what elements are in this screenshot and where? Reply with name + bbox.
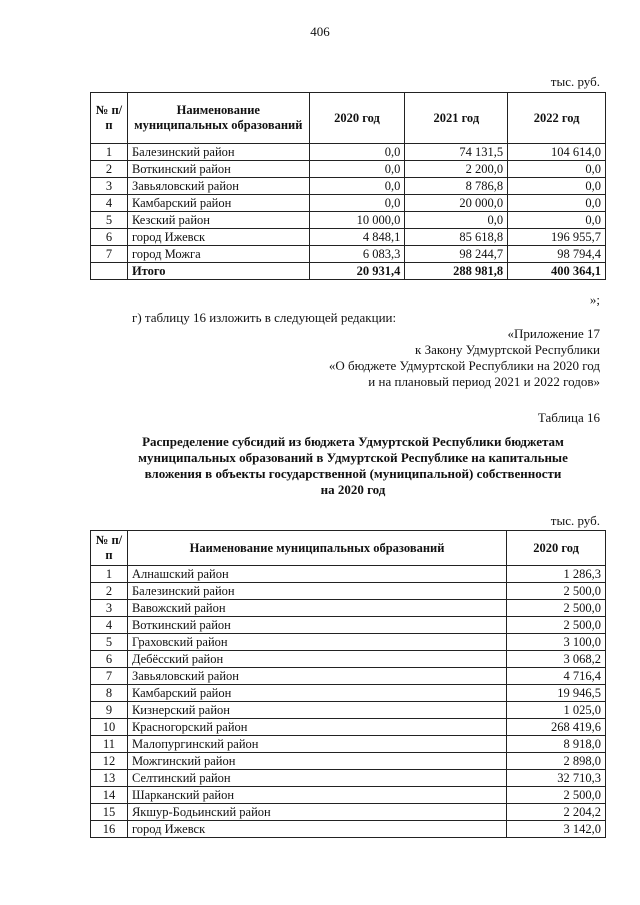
table1-closing-quote: »; xyxy=(589,292,600,307)
table-cell: Кезский район xyxy=(127,212,309,229)
table2-heading xyxy=(96,434,610,498)
table-cell: Завьяловский район xyxy=(127,178,309,195)
table-cell: 2 500,0 xyxy=(507,583,606,600)
table-cell: 0,0 xyxy=(508,161,606,178)
table-cell: 32 710,3 xyxy=(507,770,606,787)
table-row xyxy=(91,702,606,719)
heading-line: на 2020 год xyxy=(320,482,386,497)
table-cell: 2 500,0 xyxy=(507,617,606,634)
table-row xyxy=(91,719,606,736)
table-cell: 1 286,3 xyxy=(507,566,606,583)
table1-header-2021: 2021 год xyxy=(405,93,508,144)
heading-line: муниципальных образований в Удмуртской Республике на капитальные xyxy=(138,450,568,465)
table-row xyxy=(91,617,606,634)
table-cell xyxy=(91,263,128,280)
table-cell: 104 614,0 xyxy=(508,144,606,161)
table-row xyxy=(91,668,606,685)
table-cell: 13 xyxy=(91,770,128,787)
table-cell: 2 200,0 xyxy=(405,161,508,178)
appendix-line: и на плановый период 2021 и 2022 годов» xyxy=(368,374,600,389)
table-cell: город Можга xyxy=(127,246,309,263)
table2-header-2020: 2020 год xyxy=(507,531,606,566)
table-cell: 6 xyxy=(91,229,128,246)
table-cell: Камбарский район xyxy=(127,685,506,702)
table-cell: Граховский район xyxy=(127,634,506,651)
table-cell: 8 918,0 xyxy=(507,736,606,753)
table-cell: 2 204,2 xyxy=(507,804,606,821)
table-cell: Селтинский район xyxy=(127,770,506,787)
table-row xyxy=(91,651,606,668)
table-row xyxy=(91,229,606,246)
table-cell: 3 068,2 xyxy=(507,651,606,668)
appendix-line: «О бюджете Удмуртской Республики на 2020 год xyxy=(328,358,600,373)
table-cell: 1 025,0 xyxy=(507,702,606,719)
table-cell: 10 xyxy=(91,719,128,736)
table-row xyxy=(91,161,606,178)
table-cell: 5 xyxy=(91,634,128,651)
table-cell: 2 500,0 xyxy=(507,787,606,804)
table-cell: город Ижевск xyxy=(127,229,309,246)
table-cell: 19 946,5 xyxy=(507,685,606,702)
table-total-row xyxy=(91,263,606,280)
table-cell: 10 000,0 xyxy=(309,212,405,229)
table-cell: 196 955,7 xyxy=(508,229,606,246)
instruction-text: г) таблицу 16 изложить в следующей редакции: xyxy=(132,310,397,325)
table-cell: 74 131,5 xyxy=(405,144,508,161)
table1-header-2022: 2022 год xyxy=(508,93,606,144)
table-row xyxy=(91,566,606,583)
table1-header-name: Наименование муниципальных образований xyxy=(127,93,309,144)
table-row xyxy=(91,634,606,651)
appendix-reference xyxy=(329,326,600,390)
table-cell: 8 xyxy=(91,685,128,702)
table-cell: Алнашский район xyxy=(127,566,506,583)
heading-line: вложения в объекты государственной (муниципальной) собственности xyxy=(144,466,562,481)
table-cell: 4 xyxy=(91,617,128,634)
table-cell: 6 083,3 xyxy=(309,246,405,263)
table1-header-index: № п/п xyxy=(91,93,128,144)
table-cell: 7 xyxy=(91,246,128,263)
table-cell: Якшур-Бодьинский район xyxy=(127,804,506,821)
table-cell: 400 364,1 xyxy=(508,263,606,280)
table-cell: Воткинский район xyxy=(127,161,309,178)
appendix-line: «Приложение 17 xyxy=(507,326,600,341)
table2-unit: тыс. руб. xyxy=(550,513,600,528)
appendix-line: к Закону Удмуртской Республики xyxy=(415,342,600,357)
table-cell: 12 xyxy=(91,753,128,770)
table2-header-index: № п/п xyxy=(91,531,128,566)
table-cell: 15 xyxy=(91,804,128,821)
table2 xyxy=(90,530,606,838)
table-cell: Итого xyxy=(127,263,309,280)
table-label: Таблица 16 xyxy=(537,410,600,425)
table-cell: 0,0 xyxy=(309,144,405,161)
table1-header-2020: 2020 год xyxy=(309,93,405,144)
table-cell: город Ижевск xyxy=(127,821,506,838)
table-cell: 11 xyxy=(91,736,128,753)
table-cell: 7 xyxy=(91,668,128,685)
table-row xyxy=(91,212,606,229)
table-cell: Балезинский район xyxy=(127,144,309,161)
table-cell: 9 xyxy=(91,702,128,719)
table2-header-row xyxy=(91,531,606,566)
table-row xyxy=(91,736,606,753)
table-cell: 3 100,0 xyxy=(507,634,606,651)
table-cell: 268 419,6 xyxy=(507,719,606,736)
table-cell: Балезинский район xyxy=(127,583,506,600)
table-row xyxy=(91,787,606,804)
table-cell: 8 786,8 xyxy=(405,178,508,195)
table1-header-row xyxy=(91,93,606,144)
table-cell: 3 xyxy=(91,178,128,195)
table-cell: 3 xyxy=(91,600,128,617)
table-row xyxy=(91,685,606,702)
table-cell: 2 500,0 xyxy=(507,600,606,617)
table-cell: 1 xyxy=(91,566,128,583)
table-row xyxy=(91,195,606,212)
table-cell: Дебёсский район xyxy=(127,651,506,668)
table-cell: 6 xyxy=(91,651,128,668)
table-cell: 4 716,4 xyxy=(507,668,606,685)
table-cell: 2 xyxy=(91,583,128,600)
table-cell: 0,0 xyxy=(508,195,606,212)
table-cell: 20 000,0 xyxy=(405,195,508,212)
heading-line: Распределение субсидий из бюджета Удмуртской Республики бюджетам xyxy=(142,434,564,449)
table-cell: 16 xyxy=(91,821,128,838)
table1-unit: тыс. руб. xyxy=(550,74,600,89)
table-cell: 2 898,0 xyxy=(507,753,606,770)
table-cell: 98 794,4 xyxy=(508,246,606,263)
table-cell: Завьяловский район xyxy=(127,668,506,685)
table-cell: Кизнерский район xyxy=(127,702,506,719)
table-cell: 4 xyxy=(91,195,128,212)
table-row xyxy=(91,770,606,787)
page-number: 406 xyxy=(310,24,330,39)
table-row xyxy=(91,583,606,600)
table-cell: 20 931,4 xyxy=(309,263,405,280)
table-row xyxy=(91,821,606,838)
table-cell: 2 xyxy=(91,161,128,178)
table-cell: Шарканский район xyxy=(127,787,506,804)
table-row xyxy=(91,753,606,770)
table-cell: 0,0 xyxy=(309,161,405,178)
table-cell: Можгинский район xyxy=(127,753,506,770)
table2-header-name: Наименование муниципальных образований xyxy=(127,531,506,566)
table-cell: 14 xyxy=(91,787,128,804)
table-cell: 85 618,8 xyxy=(405,229,508,246)
table-cell: 3 142,0 xyxy=(507,821,606,838)
table-cell: Воткинский район xyxy=(127,617,506,634)
table-cell: Красногорский район xyxy=(127,719,506,736)
table-row xyxy=(91,600,606,617)
table-cell: 0,0 xyxy=(309,195,405,212)
table-cell: 4 848,1 xyxy=(309,229,405,246)
table-cell: 98 244,7 xyxy=(405,246,508,263)
table-cell: Малопургинский район xyxy=(127,736,506,753)
table-cell: Камбарский район xyxy=(127,195,309,212)
table1 xyxy=(90,92,606,280)
table-cell: 0,0 xyxy=(508,212,606,229)
table-cell: 288 981,8 xyxy=(405,263,508,280)
table-row xyxy=(91,144,606,161)
table-cell: 0,0 xyxy=(405,212,508,229)
table-cell: 0,0 xyxy=(309,178,405,195)
table-cell: Вавожский район xyxy=(127,600,506,617)
table-row xyxy=(91,804,606,821)
table-row xyxy=(91,246,606,263)
table-cell: 5 xyxy=(91,212,128,229)
table-cell: 1 xyxy=(91,144,128,161)
table-cell: 0,0 xyxy=(508,178,606,195)
table-row xyxy=(91,178,606,195)
